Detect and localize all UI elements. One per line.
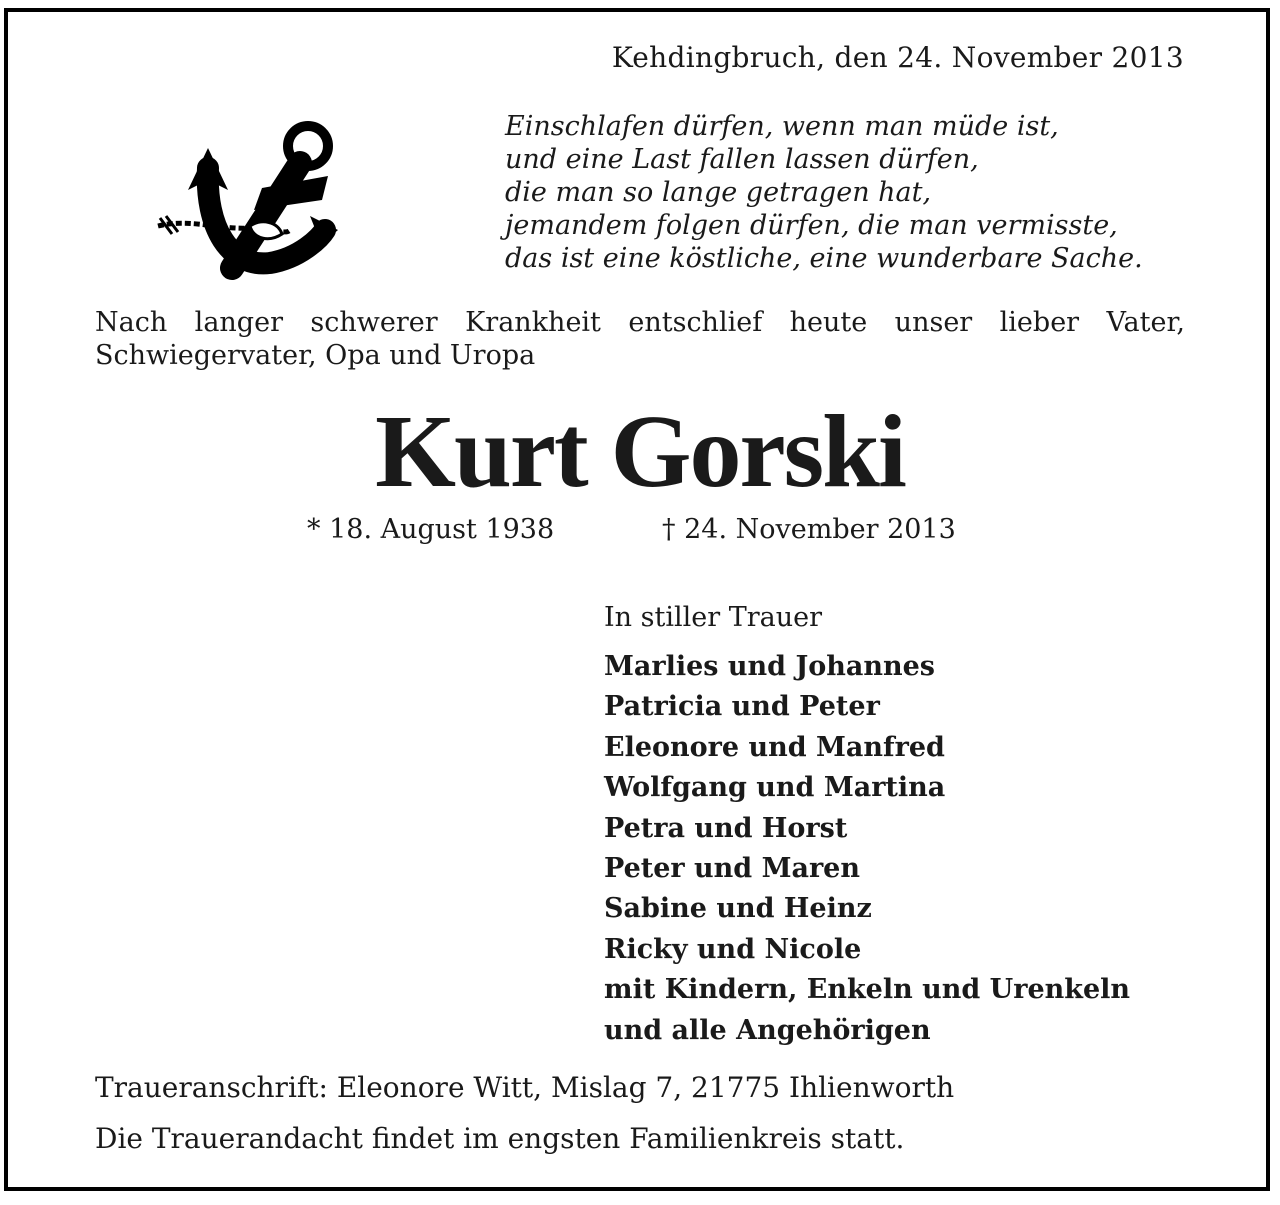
mourning-address: Traueranschrift: Eleonore Witt, Mislag 7, 21775 Ihlienworth [95, 1071, 955, 1104]
mourner-entry: mit Kindern, Enkeln und Urenkeln [604, 974, 1131, 1006]
death-date: † 24. November 2013 [662, 514, 956, 545]
anchor-icon [150, 118, 340, 283]
place-date: Kehdingbruch, den 24. November 2013 [611, 41, 1184, 74]
intro-line: Nach langer schwerer Krankheit entschlief heute unser lieber Vater, [95, 307, 1185, 338]
poem-line: Einschlafen dürfen, wenn man müde ist, [505, 111, 1059, 142]
mourner-entry: Eleonore und Manfred [604, 731, 945, 763]
mourning-label: In stiller Trauer [604, 602, 823, 633]
poem [505, 110, 1143, 275]
deceased-name: Kurt Gorski [375, 394, 905, 509]
poem-line: das ist eine köstliche, eine wunderbare Sache. [505, 243, 1143, 274]
poem-line: und eine Last fallen lassen dürfen, [505, 144, 979, 175]
mourner-entry: Ricky und Nicole [604, 933, 862, 965]
mourner-entry: Patricia und Peter [604, 691, 880, 723]
mourners-list [604, 647, 1130, 1051]
mourner-entry: Peter und Maren [604, 853, 860, 885]
mourner-entry: Petra und Horst [604, 812, 848, 844]
poem-line: jemandem folgen dürfen, die man vermisste, [505, 210, 1118, 241]
intro-text [95, 306, 1185, 372]
service-note: Die Trauerandacht findet im engsten Familienkreis statt. [95, 1122, 905, 1155]
mourner-entry: Wolfgang und Martina [604, 772, 946, 804]
birth-date: * 18. August 1938 [307, 514, 555, 545]
mourner-entry: Marlies und Johannes [604, 651, 935, 682]
mourner-entry: und alle Angehörigen [604, 1014, 931, 1046]
intro-line: Schwiegervater, Opa und Uropa [95, 340, 536, 371]
mourner-entry: Sabine und Heinz [604, 893, 872, 925]
poem-line: die man so lange getragen hat, [505, 177, 932, 208]
